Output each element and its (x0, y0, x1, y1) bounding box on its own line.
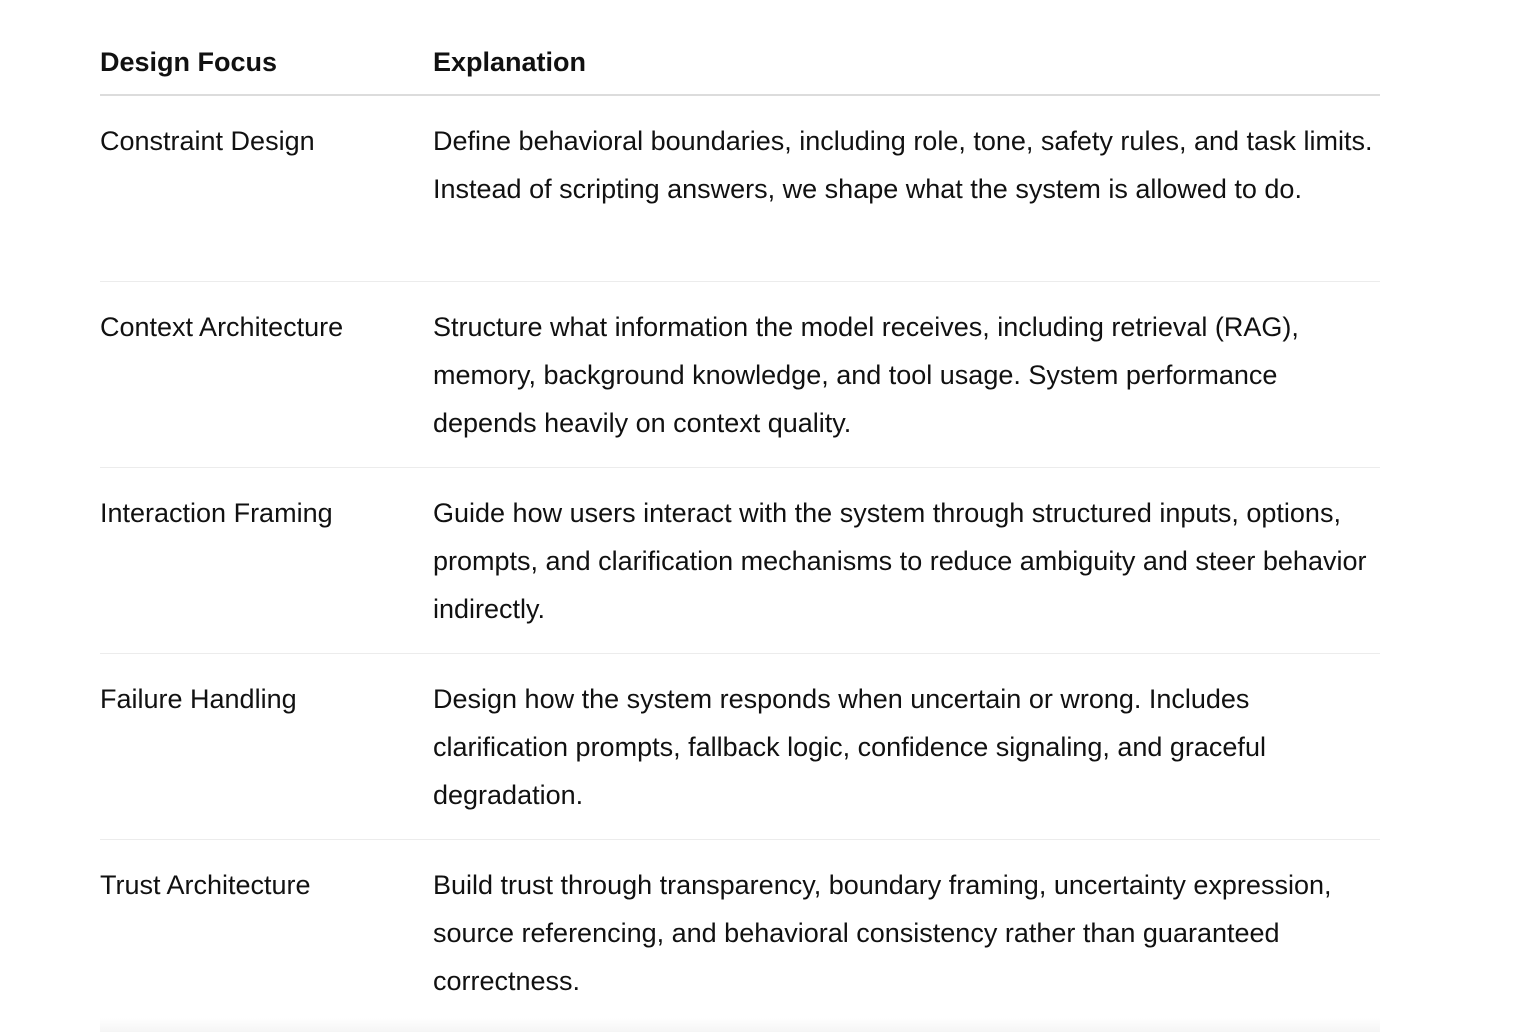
scroll-fade-shadow (100, 1018, 1380, 1032)
table-row (100, 282, 1380, 468)
row-focus-cell: Constraint Design (100, 126, 315, 156)
table-row (100, 468, 1380, 654)
row-explanation-cell: Design how the system responds when uncertain or wrong. Includes clarification prompts, fallback logic, confidence signaling, and graceful degradation. (433, 684, 1266, 810)
header-design-focus: Design Focus (100, 47, 278, 77)
row-focus-cell: Trust Architecture (100, 870, 311, 900)
row-explanation-cell: Build trust through transparency, boundary framing, uncertainty expression, source referencing, and behavioral consistency rather than guaranteed correctness. (433, 870, 1332, 996)
row-focus-cell: Interaction Framing (100, 498, 333, 528)
table-row (100, 654, 1380, 840)
table-header (100, 40, 1380, 96)
table-row (100, 96, 1380, 282)
row-explanation-cell: Structure what information the model receives, including retrieval (RAG), memory, background knowledge, and tool usage. System performance depends heavily on context quality. (433, 312, 1299, 438)
row-focus-cell: Context Architecture (100, 312, 344, 342)
row-focus-cell: Failure Handling (100, 684, 297, 714)
design-focus-table (100, 40, 1380, 1026)
table-row (100, 840, 1380, 1026)
header-explanation: Explanation (433, 47, 587, 77)
row-explanation-cell: Define behavioral boundaries, including role, tone, safety rules, and task limits. Instead of scripting answers, we shape what the system is allowed to do. (433, 126, 1373, 204)
row-explanation-cell: Guide how users interact with the system through structured inputs, options, prompts, and clarification mechanisms to reduce ambiguity and steer behavior indirectly. (433, 498, 1367, 624)
